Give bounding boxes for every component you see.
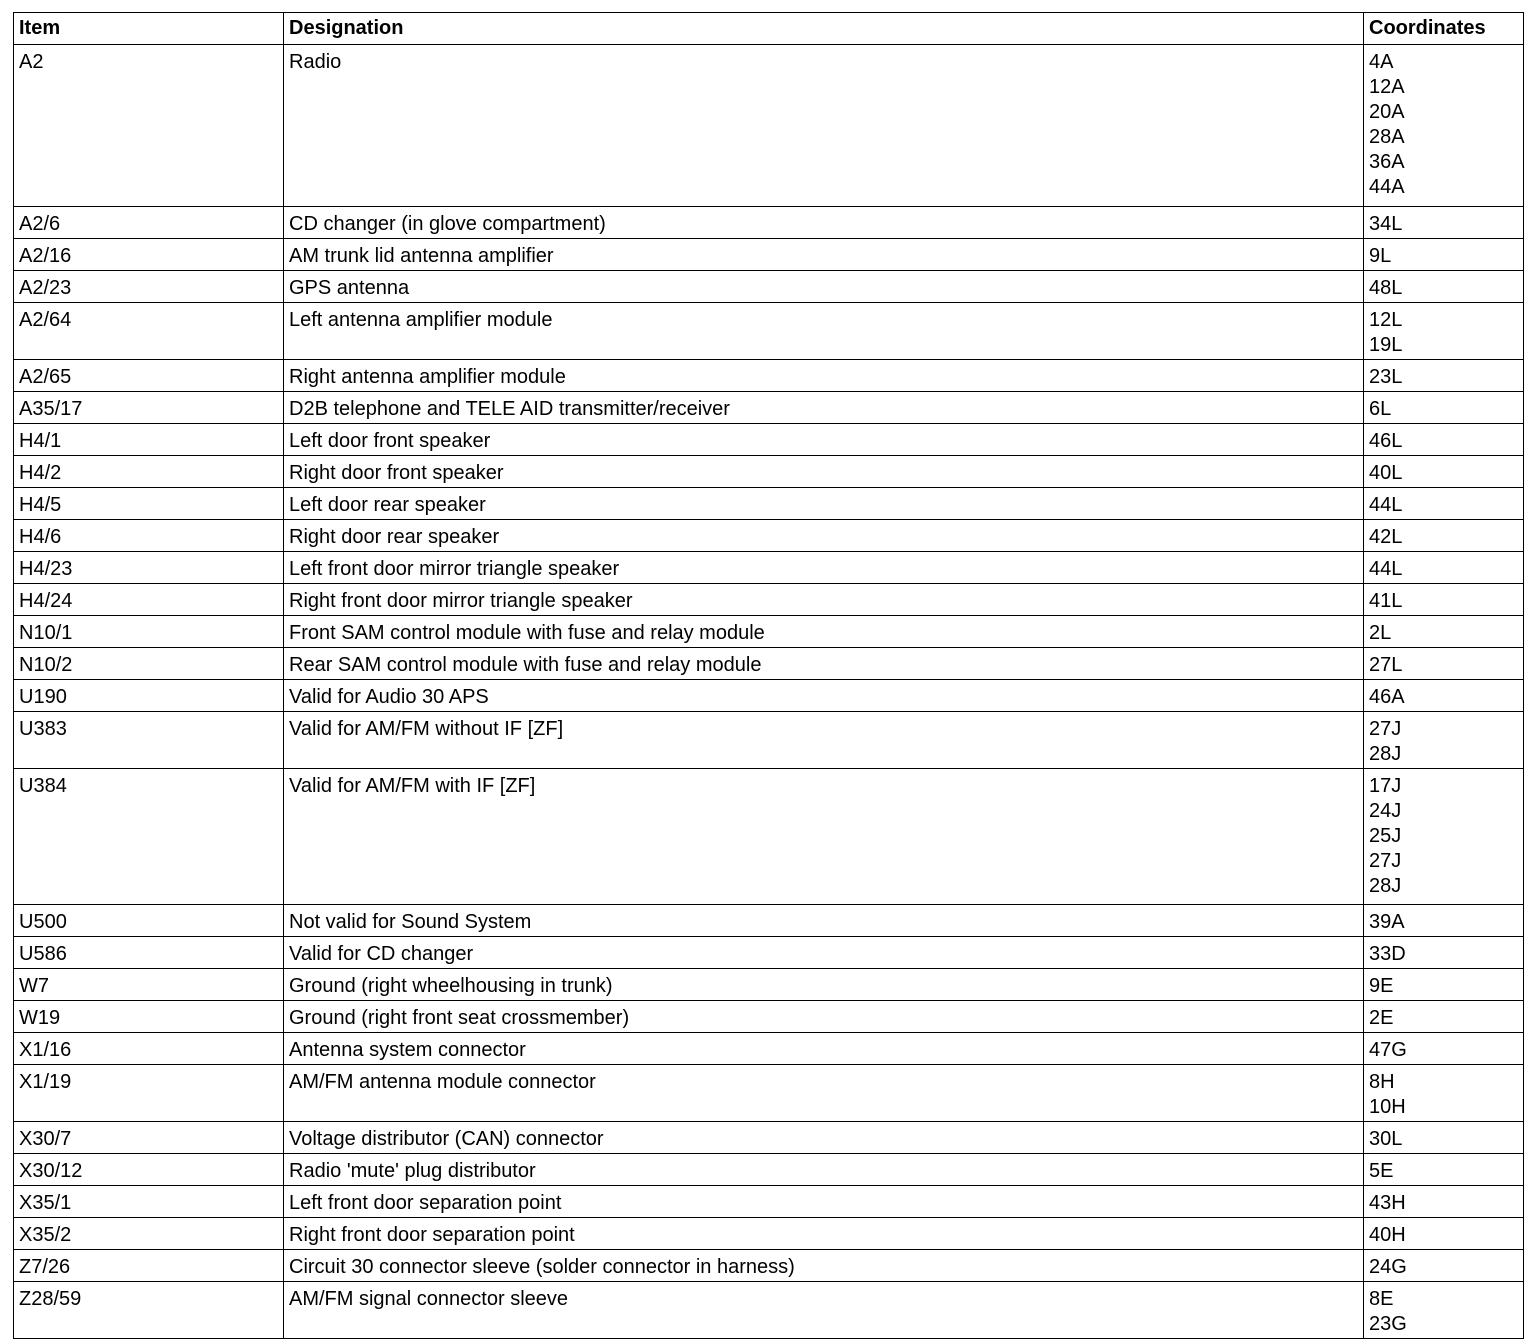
table-row — [14, 1122, 1524, 1154]
cell-coordinates — [1364, 1001, 1524, 1033]
cell-designation: Valid for Audio 30 APS — [284, 680, 1364, 712]
cell-coordinates — [1364, 392, 1524, 424]
cell-item: A2 — [14, 45, 284, 207]
cell-designation: Right antenna amplifier module — [284, 360, 1364, 392]
cell-item: H4/24 — [14, 584, 284, 616]
coordinate-value: 8H — [1369, 1071, 1395, 1093]
coordinate-value: 47G — [1369, 1039, 1407, 1061]
cell-coordinates — [1364, 1065, 1524, 1122]
table-row — [14, 360, 1524, 392]
cell-coordinates — [1364, 1122, 1524, 1154]
table-row — [14, 616, 1524, 648]
cell-designation: Not valid for Sound System — [284, 905, 1364, 937]
cell-item: X35/2 — [14, 1218, 284, 1250]
cell-coordinates — [1364, 456, 1524, 488]
cell-designation: Front SAM control module with fuse and relay module — [284, 616, 1364, 648]
table-row — [14, 424, 1524, 456]
cell-designation: Valid for CD changer — [284, 937, 1364, 969]
coordinate-value: 27J — [1369, 850, 1402, 872]
cell-designation: Radio 'mute' plug distributor — [284, 1154, 1364, 1186]
cell-item: H4/23 — [14, 552, 284, 584]
coordinate-value: 28A — [1369, 126, 1405, 148]
table-row — [14, 1218, 1524, 1250]
cell-coordinates — [1364, 303, 1524, 360]
coordinate-value: 40L — [1369, 462, 1403, 484]
coordinate-value: 24G — [1369, 1256, 1407, 1278]
cell-designation: Antenna system connector — [284, 1033, 1364, 1065]
cell-designation: Left front door separation point — [284, 1186, 1364, 1218]
table-row — [14, 271, 1524, 303]
coordinate-value: 9E — [1369, 975, 1394, 997]
coordinate-value: 9L — [1369, 245, 1392, 267]
cell-coordinates — [1364, 271, 1524, 303]
header-row — [14, 13, 1524, 45]
cell-designation: Right front door separation point — [284, 1218, 1364, 1250]
cell-coordinates — [1364, 1186, 1524, 1218]
column-header-coordinates: Coordinates — [1364, 13, 1524, 45]
cell-item: A2/23 — [14, 271, 284, 303]
cell-item: H4/5 — [14, 488, 284, 520]
table-row — [14, 769, 1524, 905]
cell-coordinates — [1364, 552, 1524, 584]
cell-designation: Left front door mirror triangle speaker — [284, 552, 1364, 584]
table-row — [14, 1250, 1524, 1282]
cell-coordinates — [1364, 1218, 1524, 1250]
table-header — [14, 13, 1524, 45]
coordinate-value: 4A — [1369, 51, 1394, 73]
cell-designation: Voltage distributor (CAN) connector — [284, 1122, 1364, 1154]
cell-item: Z28/59 — [14, 1282, 284, 1339]
coordinate-value: 28J — [1369, 875, 1402, 897]
cell-item: H4/6 — [14, 520, 284, 552]
coordinate-value: 42L — [1369, 526, 1403, 548]
table-row — [14, 392, 1524, 424]
table-body — [14, 45, 1524, 1339]
cell-item: U383 — [14, 712, 284, 769]
cell-item: N10/1 — [14, 616, 284, 648]
cell-item: X1/16 — [14, 1033, 284, 1065]
cell-coordinates — [1364, 712, 1524, 769]
coordinate-value: 44A — [1369, 176, 1405, 198]
cell-coordinates — [1364, 239, 1524, 271]
coordinate-value: 23L — [1369, 366, 1403, 388]
cell-coordinates — [1364, 488, 1524, 520]
cell-designation: Radio — [284, 45, 1364, 207]
table-row — [14, 905, 1524, 937]
cell-item: U500 — [14, 905, 284, 937]
cell-item: X35/1 — [14, 1186, 284, 1218]
coordinate-value: 17J — [1369, 775, 1402, 797]
cell-coordinates — [1364, 424, 1524, 456]
table-row — [14, 1154, 1524, 1186]
cell-coordinates — [1364, 969, 1524, 1001]
coordinate-value: 12L — [1369, 309, 1403, 331]
table-row — [14, 680, 1524, 712]
cell-item: X1/19 — [14, 1065, 284, 1122]
table-row — [14, 45, 1524, 207]
cell-item: U586 — [14, 937, 284, 969]
table-row — [14, 648, 1524, 680]
cell-item: A2/6 — [14, 207, 284, 239]
coordinate-value: 27L — [1369, 654, 1403, 676]
cell-designation: Valid for AM/FM with IF [ZF] — [284, 769, 1364, 905]
cell-item: X30/12 — [14, 1154, 284, 1186]
coordinate-value: 20A — [1369, 101, 1405, 123]
coordinate-value: 24J — [1369, 800, 1402, 822]
cell-item: H4/1 — [14, 424, 284, 456]
coordinate-value: 39A — [1369, 911, 1405, 933]
cell-coordinates — [1364, 45, 1524, 207]
table-row — [14, 937, 1524, 969]
cell-coordinates — [1364, 1250, 1524, 1282]
cell-item: U190 — [14, 680, 284, 712]
table-row — [14, 969, 1524, 1001]
cell-coordinates — [1364, 905, 1524, 937]
cell-coordinates — [1364, 584, 1524, 616]
coordinate-value: 23G — [1369, 1313, 1407, 1335]
cell-item: H4/2 — [14, 456, 284, 488]
coordinate-value: 12A — [1369, 76, 1405, 98]
cell-designation: AM/FM signal connector sleeve — [284, 1282, 1364, 1339]
cell-designation: Valid for AM/FM without IF [ZF] — [284, 712, 1364, 769]
coordinate-value: 25J — [1369, 825, 1402, 847]
cell-designation: GPS antenna — [284, 271, 1364, 303]
table-row — [14, 239, 1524, 271]
coordinate-value: 40H — [1369, 1224, 1406, 1246]
coordinate-value: 2E — [1369, 1007, 1394, 1029]
cell-coordinates — [1364, 207, 1524, 239]
cell-designation: Right door front speaker — [284, 456, 1364, 488]
coordinate-value: 6L — [1369, 398, 1392, 420]
coordinate-value: 10H — [1369, 1096, 1406, 1118]
cell-designation: Right door rear speaker — [284, 520, 1364, 552]
cell-item: A2/65 — [14, 360, 284, 392]
coordinate-value: 41L — [1369, 590, 1403, 612]
table-row — [14, 1065, 1524, 1122]
cell-coordinates — [1364, 1154, 1524, 1186]
table-row — [14, 712, 1524, 769]
cell-coordinates — [1364, 360, 1524, 392]
table-row — [14, 456, 1524, 488]
coordinate-value: 30L — [1369, 1128, 1403, 1150]
table-row — [14, 207, 1524, 239]
coordinate-value: 43H — [1369, 1192, 1406, 1214]
component-legend-table — [13, 12, 1524, 1339]
cell-item: A2/64 — [14, 303, 284, 360]
cell-item: X30/7 — [14, 1122, 284, 1154]
cell-item: N10/2 — [14, 648, 284, 680]
table-row — [14, 552, 1524, 584]
cell-designation: Left door rear speaker — [284, 488, 1364, 520]
cell-coordinates — [1364, 680, 1524, 712]
cell-item: W19 — [14, 1001, 284, 1033]
cell-coordinates — [1364, 1033, 1524, 1065]
coordinate-value: 36A — [1369, 151, 1405, 173]
column-header-item: Item — [14, 13, 284, 45]
coordinate-value: 33D — [1369, 943, 1406, 965]
cell-designation: Ground (right wheelhousing in trunk) — [284, 969, 1364, 1001]
coordinate-value: 5E — [1369, 1160, 1394, 1182]
table-row — [14, 520, 1524, 552]
cell-designation: Rear SAM control module with fuse and relay module — [284, 648, 1364, 680]
coordinate-value: 19L — [1369, 334, 1403, 356]
table-row — [14, 303, 1524, 360]
cell-item: A2/16 — [14, 239, 284, 271]
coordinate-value: 34L — [1369, 213, 1403, 235]
table-row — [14, 488, 1524, 520]
cell-designation: AM trunk lid antenna amplifier — [284, 239, 1364, 271]
cell-coordinates — [1364, 616, 1524, 648]
cell-item: Z7/26 — [14, 1250, 284, 1282]
coordinate-value: 48L — [1369, 277, 1403, 299]
cell-item: W7 — [14, 969, 284, 1001]
coordinate-value: 46A — [1369, 686, 1405, 708]
cell-coordinates — [1364, 769, 1524, 905]
cell-designation: Right front door mirror triangle speaker — [284, 584, 1364, 616]
cell-designation: CD changer (in glove compartment) — [284, 207, 1364, 239]
cell-designation: Left antenna amplifier module — [284, 303, 1364, 360]
cell-coordinates — [1364, 520, 1524, 552]
column-header-designation: Designation — [284, 13, 1364, 45]
table-row — [14, 1282, 1524, 1339]
coordinate-value: 28J — [1369, 743, 1402, 765]
cell-designation: Ground (right front seat crossmember) — [284, 1001, 1364, 1033]
cell-item: A35/17 — [14, 392, 284, 424]
coordinate-value: 8E — [1369, 1288, 1394, 1310]
cell-designation: Left door front speaker — [284, 424, 1364, 456]
cell-designation: Circuit 30 connector sleeve (solder connector in harness) — [284, 1250, 1364, 1282]
table-row — [14, 1033, 1524, 1065]
cell-coordinates — [1364, 1282, 1524, 1339]
cell-item: U384 — [14, 769, 284, 905]
cell-coordinates — [1364, 648, 1524, 680]
coordinate-value: 2L — [1369, 622, 1392, 644]
cell-designation: D2B telephone and TELE AID transmitter/receiver — [284, 392, 1364, 424]
table-row — [14, 1186, 1524, 1218]
table-row — [14, 1001, 1524, 1033]
cell-coordinates — [1364, 937, 1524, 969]
coordinate-value: 44L — [1369, 558, 1403, 580]
cell-designation: AM/FM antenna module connector — [284, 1065, 1364, 1122]
coordinate-value: 46L — [1369, 430, 1403, 452]
coordinate-value: 44L — [1369, 494, 1403, 516]
table-row — [14, 584, 1524, 616]
coordinate-value: 27J — [1369, 718, 1402, 740]
